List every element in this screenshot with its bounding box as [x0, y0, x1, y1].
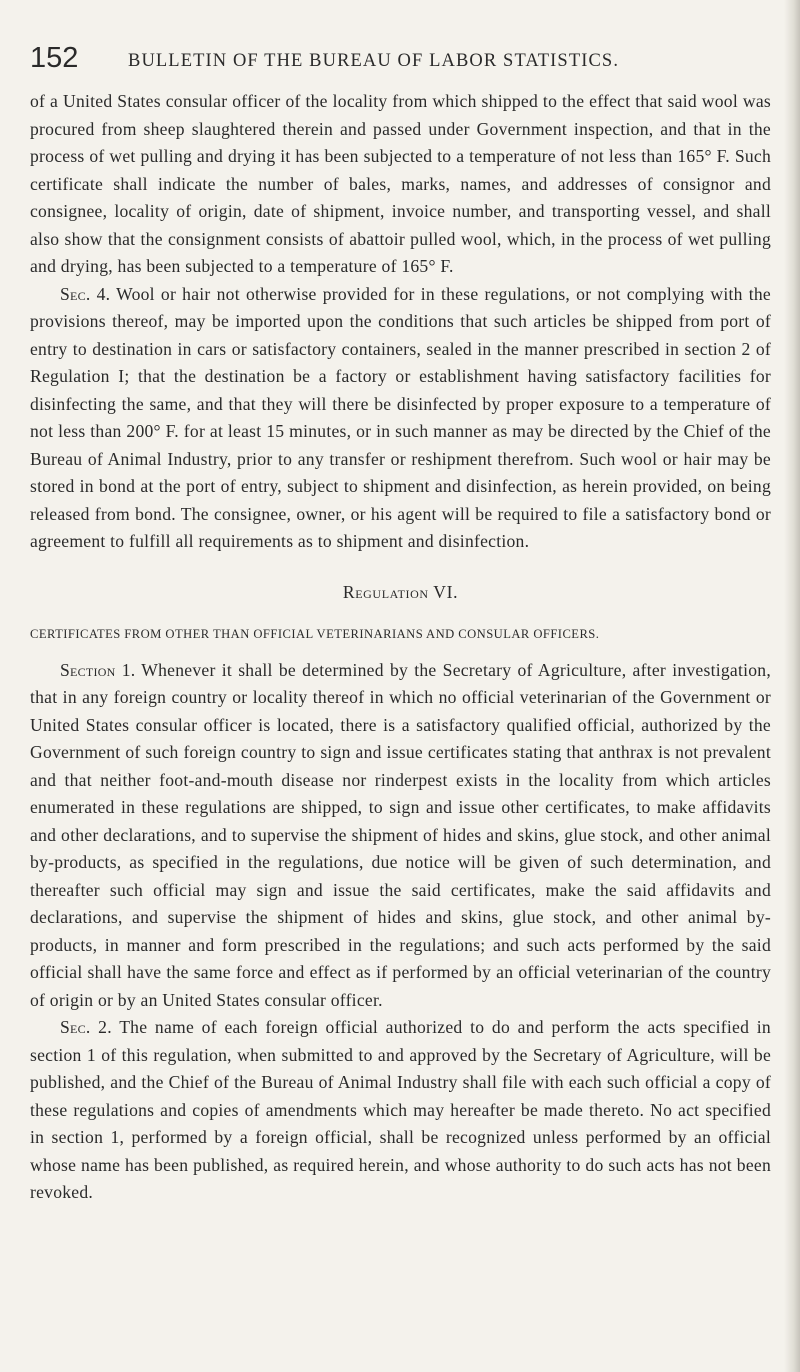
paragraph-continuation — [30, 88, 771, 281]
paragraph-text: Wool or hair not otherwise provided for in these regulations, or not complying with the provisions thereof, may be imported upon the conditions that such articles be shipped from port of entry to destination in cars or satisfactory containers, sealed in the manner prescribed in section 2 of Regulation I; that the destination be a factory or establishment having satisfactory facilities for disinfecting the same, and that they will there be disinfected by proper exposure to a temperature of not less than 200° F. for at least 15 minutes, or in such manner as may be directed by the Chief of the Bureau of Animal Industry, prior to any transfer or reshipment therefrom. Such wool or hair may be stored in bond at the port of entry, subject to shipment and disinfection, as herein provided, on being released from bond. The consignee, owner, or his agent will be required to file a satisfactory bond or agreement to fulfill all requirements as to shipment and disinfection. — [30, 283, 771, 551]
section-label: Sec. 4. — [60, 283, 111, 304]
paragraph-section-1 — [30, 657, 771, 1015]
paragraph-sec-2 — [30, 1014, 771, 1207]
paragraph-text: The name of each foreign official authorized to do and perform the acts specified in section 1 of this regulation, when submitted to and approved by the Secretary of Agriculture, will be published, and the Chief of the Bureau of Animal Industry shall file with each such official a copy of these regulations and copies of amendments which may hereafter be made thereto. No act specified in section 1, performed by a foreign official, shall be recognized unless performed by an official whose name has been published, as required herein, and whose authority to do such acts has not been revoked. — [30, 1017, 771, 1202]
section-label: Sec. 2. — [60, 1017, 112, 1037]
paragraph-sec-4 — [30, 281, 771, 556]
running-head — [30, 42, 710, 82]
paragraph-text: Whenever it shall be determined by the Secretary of Agriculture, after investigation, that in any foreign country or locality thereof in which no official veterinarian of the Government or United States consular officer is located, there is a satisfactory qualified official, authorized by the Government of such foreign country to sign and issue certificates stating that anthrax is not prevalent and that neither foot-and-mouth disease nor rinderpest exists in the locality from which articles enumerated in these regulations are shipped, to sign and issue other certificates, to make affidavits and other declarations, and to supervise the shipment of hides and skins, glue stock, and other animal by-products, as specified in the regulations, due notice will be given of such determination, and thereafter such official may sign and issue the said certificates, make the said affidavits and declarations, and supervise the shipment of hides and skins, glue stock, and other animal by-products, in manner and form prescribed in the regulations; and such acts performed by the said official shall have the same force and effect as if performed by an official veterinarian of the country of origin or by an United States consular officer. — [30, 659, 771, 1010]
paragraph-text: of a United States consular officer of the locality from which shipped to the effect that said wool was procured from sheep slaughtered therein and passed under Government inspection, and that in the process of wet pulling and drying it has been subjected to a temperature of not less than 165° F. Such certificate shall indicate the number of bales, marks, names, and addresses of consignor and consignee, locality of origin, date of shipment, invoice number, and transporting vessel, and shall also show that the consignment consists of abattoir pulled wool, which, in the process of wet pulling and drying, has been subjected to a temperature of 165° F. — [30, 91, 771, 276]
section-label: Section 1. — [60, 659, 136, 680]
bulletin-title: BULLETIN OF THE BUREAU OF LABOR STATISTICS. — [128, 51, 620, 71]
page-number: 152 — [30, 42, 79, 74]
page-edge-shadow — [784, 0, 800, 1372]
regulation-heading: Regulation VI. — [342, 581, 459, 602]
section-subheading: CERTIFICATES FROM OTHER THAN OFFICIAL VETERINARIANS AND CONSULAR OFFICERS. — [30, 626, 600, 641]
body-text — [30, 88, 771, 1207]
